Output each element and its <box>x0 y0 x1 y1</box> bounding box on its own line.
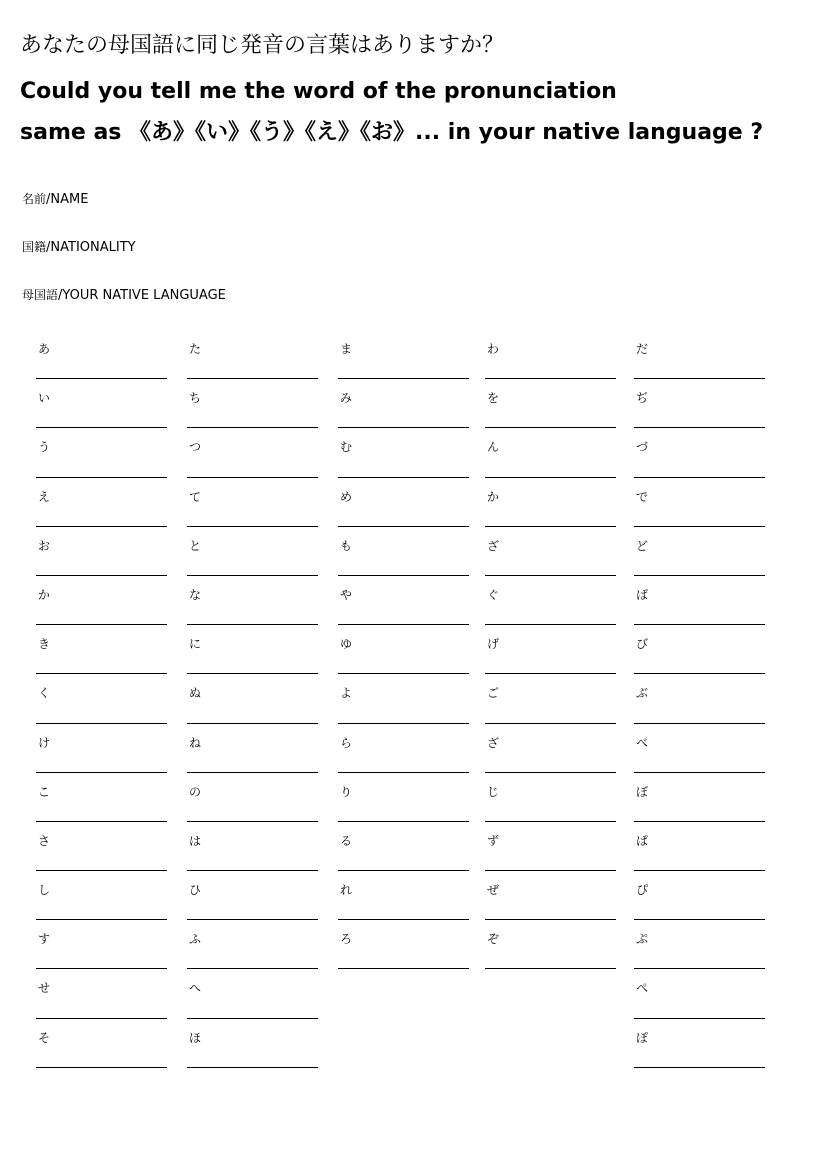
kana-label: お <box>38 538 51 553</box>
kana-label: ぜ <box>487 883 500 898</box>
kana-label: ぴ <box>636 883 649 898</box>
answer-line[interactable] <box>634 822 765 871</box>
answer-line[interactable] <box>187 773 318 822</box>
kana-label: に <box>189 637 202 652</box>
answer-line[interactable] <box>187 969 318 1018</box>
nationality-label-en: /NATIONALITY <box>46 240 136 255</box>
answer-line[interactable] <box>36 969 167 1018</box>
kana-label: う <box>38 440 51 455</box>
answer-line[interactable] <box>36 428 167 477</box>
kana-label: げ <box>487 637 500 652</box>
answer-line[interactable] <box>36 478 167 527</box>
answer-line[interactable] <box>634 969 765 1018</box>
answer-line[interactable] <box>187 871 318 920</box>
answer-line[interactable] <box>485 428 616 477</box>
kana-column <box>338 330 469 969</box>
kana-label: あ <box>38 342 51 356</box>
answer-line[interactable] <box>338 330 469 379</box>
kana-label: え <box>38 489 51 504</box>
answer-line[interactable] <box>485 527 616 576</box>
answer-line[interactable] <box>485 773 616 822</box>
answer-line[interactable] <box>36 330 167 379</box>
kana-label: ぺ <box>636 981 649 996</box>
kana-label: ぷ <box>636 932 649 947</box>
answer-line[interactable] <box>36 773 167 822</box>
kana-label: さ <box>38 833 51 848</box>
kana-label: や <box>340 587 353 602</box>
kana-label: る <box>340 833 353 848</box>
kana-label: ふ <box>189 932 202 947</box>
answer-line[interactable] <box>36 527 167 576</box>
answer-line[interactable] <box>36 871 167 920</box>
answer-line[interactable] <box>36 379 167 428</box>
title-english-line-2: same as 《あ》《い》《う》《え》《お》... in your native language ? <box>20 120 764 145</box>
kana-label: べ <box>636 735 649 750</box>
kana-column <box>634 330 765 1068</box>
kana-column <box>485 330 616 969</box>
kana-label: す <box>38 932 51 947</box>
native-language-field-label <box>22 287 226 304</box>
kana-label: ぱ <box>636 833 649 848</box>
kana-label: ん <box>487 440 500 455</box>
kana-label: も <box>340 538 353 553</box>
kana-label: そ <box>38 1030 51 1045</box>
answer-line[interactable] <box>36 822 167 871</box>
kana-label: を <box>487 391 500 406</box>
kana-label: ぶ <box>636 686 649 701</box>
answer-line[interactable] <box>634 576 765 625</box>
kana-label: こ <box>38 784 51 799</box>
answer-line[interactable] <box>634 478 765 527</box>
answer-line[interactable] <box>338 379 469 428</box>
answer-line[interactable] <box>634 724 765 773</box>
answer-line[interactable] <box>187 527 318 576</box>
kana-label: ざ <box>487 735 500 750</box>
kana-label: の <box>189 784 202 799</box>
kana-label: ぬ <box>189 686 202 701</box>
native-language-label-en: /YOUR NATIVE LANGUAGE <box>58 288 226 303</box>
kana-label: づ <box>636 440 649 455</box>
answer-line[interactable] <box>634 428 765 477</box>
kana-label: せ <box>38 981 51 996</box>
answer-line[interactable] <box>634 625 765 674</box>
kana-label: な <box>189 587 202 602</box>
title-japanese: あなたの母国語に同じ発音の言葉はありますか？ <box>20 33 505 58</box>
kana-label: ば <box>636 587 649 602</box>
native-language-label-jp: 母国語 <box>22 288 59 302</box>
kana-label: い <box>38 391 51 406</box>
title-english-line-1: Could you tell me the word of the pronunciation <box>20 79 617 104</box>
answer-line[interactable] <box>338 478 469 527</box>
kana-label: へ <box>189 981 202 996</box>
answer-line[interactable] <box>338 625 469 674</box>
answer-line[interactable] <box>338 773 469 822</box>
answer-line[interactable] <box>36 674 167 723</box>
kana-label: ぐ <box>487 587 500 602</box>
answer-line[interactable] <box>485 871 616 920</box>
kana-label: ら <box>340 735 353 750</box>
kana-label: れ <box>340 883 353 898</box>
answer-line[interactable] <box>36 625 167 674</box>
answer-line[interactable] <box>187 428 318 477</box>
answer-line[interactable] <box>338 428 469 477</box>
answer-line[interactable] <box>338 576 469 625</box>
kana-label: ぽ <box>636 1030 649 1045</box>
answer-line[interactable] <box>187 822 318 871</box>
answer-line[interactable] <box>338 920 469 969</box>
nationality-field-label <box>22 239 136 256</box>
kana-label: ぢ <box>636 391 649 406</box>
answer-line[interactable] <box>634 379 765 428</box>
answer-line[interactable] <box>338 527 469 576</box>
name-label-en: /NAME <box>46 192 89 207</box>
answer-line[interactable] <box>36 920 167 969</box>
kana-label: て <box>189 489 202 504</box>
kana-label: ゆ <box>340 637 353 652</box>
answer-line[interactable] <box>634 1019 765 1068</box>
kana-label: ど <box>636 538 649 553</box>
kana-label: は <box>189 833 202 848</box>
answer-line[interactable] <box>485 920 616 969</box>
kana-label: よ <box>340 686 353 701</box>
answer-line[interactable] <box>36 1019 167 1068</box>
answer-line[interactable] <box>187 379 318 428</box>
answer-line[interactable] <box>485 330 616 379</box>
answer-line[interactable] <box>485 625 616 674</box>
kana-label: び <box>636 637 649 652</box>
kana-label: ち <box>189 391 202 406</box>
answer-line[interactable] <box>634 674 765 723</box>
kana-label: ざ <box>487 538 500 553</box>
answer-line[interactable] <box>187 674 318 723</box>
kana-label: だ <box>636 342 649 356</box>
answer-line[interactable] <box>187 920 318 969</box>
kana-label: で <box>636 489 649 504</box>
kana-label: じ <box>487 784 500 799</box>
kana-label: と <box>189 538 202 553</box>
kana-label: ぞ <box>487 932 500 947</box>
name-field-label <box>22 191 88 208</box>
answer-line[interactable] <box>187 724 318 773</box>
kana-label: ご <box>487 686 500 701</box>
kana-label: り <box>340 784 353 799</box>
kana-column <box>36 330 167 1068</box>
kana-label: く <box>38 686 51 701</box>
answer-line[interactable] <box>634 871 765 920</box>
kana-label: つ <box>189 440 202 455</box>
answer-line[interactable] <box>187 625 318 674</box>
kana-label: ほ <box>189 1030 202 1045</box>
kana-label: け <box>38 735 51 750</box>
kana-label: ひ <box>189 883 202 898</box>
answer-line[interactable] <box>338 674 469 723</box>
name-label-jp: 名前 <box>22 192 47 206</box>
kana-label: め <box>340 489 353 504</box>
kana-label: か <box>38 587 51 602</box>
answer-line[interactable] <box>187 478 318 527</box>
answer-line[interactable] <box>634 330 765 379</box>
kana-label: き <box>38 637 51 652</box>
answer-line[interactable] <box>634 773 765 822</box>
kana-label: ぼ <box>636 784 649 799</box>
answer-line[interactable] <box>187 1019 318 1068</box>
answer-line[interactable] <box>36 576 167 625</box>
answer-line[interactable] <box>485 379 616 428</box>
answer-line[interactable] <box>338 724 469 773</box>
kana-label: ね <box>189 735 202 750</box>
answer-line[interactable] <box>485 576 616 625</box>
kana-label: み <box>340 391 353 406</box>
kana-label: ず <box>487 833 500 848</box>
kana-label: か <box>487 489 500 504</box>
kana-label: ま <box>340 342 353 356</box>
answer-line[interactable] <box>485 724 616 773</box>
kana-column <box>187 330 318 1068</box>
nationality-label-jp: 国籍 <box>22 240 47 254</box>
answer-line[interactable] <box>634 920 765 969</box>
answer-line[interactable] <box>485 478 616 527</box>
kana-label: わ <box>487 342 500 356</box>
answer-line[interactable] <box>338 871 469 920</box>
answer-line[interactable] <box>187 576 318 625</box>
answer-line[interactable] <box>36 724 167 773</box>
kana-label: ろ <box>340 932 353 947</box>
kana-label: む <box>340 440 353 455</box>
kana-label: た <box>189 342 202 356</box>
answer-line[interactable] <box>338 822 469 871</box>
kana-label: し <box>38 883 51 898</box>
answer-line[interactable] <box>634 527 765 576</box>
answer-line[interactable] <box>485 822 616 871</box>
answer-line[interactable] <box>485 674 616 723</box>
answer-line[interactable] <box>187 330 318 379</box>
